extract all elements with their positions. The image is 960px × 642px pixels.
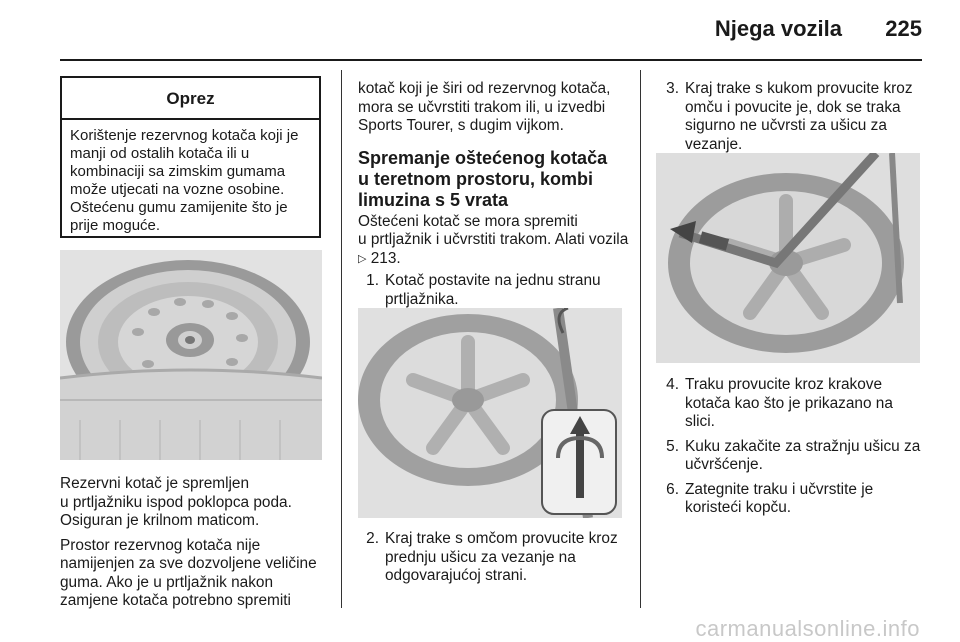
step-1-text: Kotač postavite na jednu stranu prtljažnika. bbox=[385, 272, 601, 308]
step-6-text: Zategnite traku i učvrstite je koristeći kopču. bbox=[685, 480, 874, 516]
caution-title: Oprez bbox=[62, 78, 319, 120]
watermark: carmanualsonline.info bbox=[695, 616, 920, 641]
step-6-number: 6. bbox=[666, 480, 679, 498]
intro-paragraph bbox=[358, 213, 630, 269]
step-5-text: Kuku zakačite za stražnju ušicu za učvršćenje. bbox=[685, 437, 921, 473]
caution-box bbox=[60, 76, 321, 238]
step-2-text: Kraj trake s omčom provucite kroz prednju ušicu za vezanje na odgovarajućoj strani. bbox=[385, 530, 618, 584]
step-3-text: Kraj trake s kukom provucite kroz omču i povucite je, dok se traka sigurno ne učvrsti za ušicu za vezanje. bbox=[685, 80, 913, 153]
column-divider-1 bbox=[341, 70, 342, 608]
continued-paragraph: kotač koji je širi od rezervnog kotača, mora se učvrstiti trakom ili, u izvedbi Sports Tourer, s dugim vijkom. bbox=[358, 80, 611, 134]
step-4-number: 4. bbox=[666, 376, 679, 393]
step-1 bbox=[358, 272, 630, 309]
page-header-title: Njega vozila bbox=[714, 16, 842, 41]
column-divider-2 bbox=[640, 70, 641, 608]
page-number: 225 bbox=[885, 16, 922, 41]
step-2 bbox=[358, 530, 632, 586]
caution-body: Korištenje rezervnog kotača koji je manji od ostalih kotača ili u kombinaciji sa zimskim gumama može utjecati na vozne osobine. Oštećenu gumu zamijenite što je prije moguće. bbox=[70, 127, 299, 234]
spare-wheel-illustration bbox=[60, 250, 322, 460]
column-3-text-bottom bbox=[658, 376, 926, 524]
spare-wheel-location-paragraph: Rezervni kotač je spremljen u prtljažniku ispod poklopca poda. Osiguran je krilnom maticom. bbox=[60, 475, 292, 529]
column-3-text-top bbox=[658, 80, 926, 160]
step-3-number: 3. bbox=[666, 80, 679, 97]
step-4-text: Traku provucite kroz krakove kotača kao što je prikazano na slici. bbox=[685, 376, 893, 430]
column-2-text-top bbox=[358, 80, 630, 315]
section-heading: Spremanje oštećenog kotača u teretnom prostoru, kombi limuzina s 5 vrata bbox=[358, 147, 608, 210]
wheel-strap-illustration-step3 bbox=[656, 153, 920, 363]
step-5 bbox=[658, 438, 926, 475]
step-1-number: 1. bbox=[366, 272, 379, 289]
intro-ref-page: 213. bbox=[370, 249, 401, 267]
step-6 bbox=[658, 481, 926, 518]
wheel-strap-illustration-step1 bbox=[358, 308, 622, 518]
step-3 bbox=[658, 80, 926, 154]
intro-text: Oštećeni kotač se mora spremiti u prtljažnik i učvrstiti trakom. Alati vozila bbox=[358, 212, 629, 248]
step-5-number: 5. bbox=[666, 437, 679, 455]
step-4 bbox=[658, 376, 926, 432]
step-2-number: 2. bbox=[366, 530, 379, 547]
reference-arrow-icon: ▷ bbox=[358, 252, 367, 265]
column-2-text-bottom bbox=[358, 530, 632, 592]
spare-wheel-space-paragraph: Prostor rezervnog kotača nije namijenjen za sve dozvoljene veličine guma. Ako je u prtljažnik nakon zamjene kotača potrebno spremiti bbox=[60, 536, 317, 609]
header-rule bbox=[60, 59, 922, 61]
column-1-text bbox=[60, 475, 328, 617]
